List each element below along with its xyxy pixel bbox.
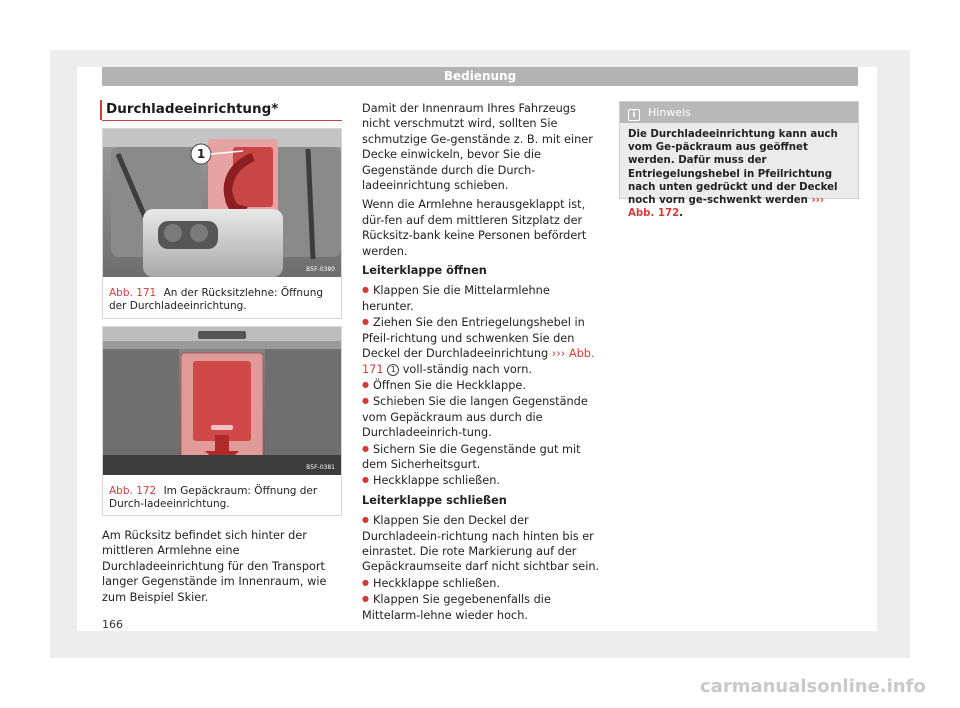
paragraph: Damit der Innenraum Ihres Fahrzeugs nicht verschmutzt wird, sollten Sie schmutzige Ge-genstände z. B. mit einer Decke einwickeln, bevor Sie die Gegenstände durch die Durch-ladeeinrichtung schieben. [362, 102, 593, 193]
figure-caption [109, 485, 337, 511]
note-header [620, 102, 858, 123]
intro-paragraph: Am Rücksitz befindet sich hinter der mittleren Armlehne eine Durchladeeinrichtung für den Transport langer Gegenstände im Innenraum, wie zum Beispiel Skier. [102, 529, 327, 604]
subheading-open: Leiterklappe öffnen [362, 264, 487, 278]
trunk-illustration [103, 327, 341, 475]
figure-caption [109, 287, 337, 313]
title-accent-bar [100, 100, 102, 120]
list-item: ● Ziehen Sie den Entriegelungshebel in Pfeil-richtung und schwenken Sie den Deckel der Durchladeeinrichtung ››› Abb. 171 1 voll-ständig nach vorn. [362, 314, 604, 377]
page-number: 166 [102, 618, 123, 631]
figure-caption-text: An der Rücksitzlehne: Öffnung der Durchladeeinrichtung. [109, 287, 324, 312]
paragraph: Wenn die Armlehne herausgeklappt ist, dür-fen auf dem mittleren Sitzplatz der Rücksitz-bank keine Personen befördert werden. [362, 198, 587, 258]
figure-caption-text: Im Gepäckraum: Öffnung der Durch-ladeeinrichtung. [109, 485, 318, 510]
list-item: ● Sichern Sie die Gegenstände gut mit dem Sicherheitsgurt. [362, 441, 604, 473]
svg-text:B5F-0381: B5F-0381 [306, 464, 335, 471]
figure-label: Abb. 172 [109, 485, 157, 497]
figure-171 [102, 128, 342, 319]
callout-number: 1 [387, 364, 399, 376]
note-title: Hinweis [648, 106, 691, 119]
title-underline [102, 120, 342, 121]
list-item: ● Schieben Sie die langen Gegenstände vom Gepäckraum aus durch die Durchladeeinrich-tung. [362, 393, 604, 440]
note-body: Die Durchladeeinrichtung kann auch vom Ge-päckraum aus geöffnet werden. Dafür muss der Entriegelungshebel in Pfeilrichtung nach unten gedrückt und der Deckel noch vorn ge-schwenkt werden ››› Abb. 172. [628, 129, 838, 220]
note-box [619, 101, 859, 220]
instructions-column [362, 101, 604, 623]
watermark: carmanualsonline.info [700, 676, 926, 697]
info-icon: i [628, 109, 640, 121]
list-item: ● Klappen Sie gegebenenfalls die Mittelarm-lehne wieder hoch. [362, 591, 604, 623]
list-item: ● Klappen Sie die Mittelarmlehne herunter. [362, 282, 604, 314]
list-item: ● Heckklappe schließen. [362, 472, 604, 488]
svg-text:B5F-0380: B5F-0380 [306, 266, 335, 273]
figure-ref-link[interactable]: ››› Abb. 172 [628, 195, 825, 220]
figure-ref-link[interactable]: ››› Abb. 171 [362, 347, 595, 376]
figure-label: Abb. 171 [109, 287, 157, 299]
svg-text:1: 1 [196, 147, 206, 161]
rear-seat-illustration [103, 129, 341, 277]
list-item: ● Heckklappe schließen. [362, 575, 604, 591]
section-header: Bedienung [102, 67, 858, 86]
list-item: ● Klappen Sie den Deckel der Durchladeein-richtung nach hinten bis er einrastet. Die rote Markierung auf der Gepäckraumseite darf nicht sichtbar sein. [362, 512, 604, 575]
page-title: Durchladeeinrichtung* [106, 101, 279, 117]
figure-172 [102, 326, 342, 516]
list-item: ● Öffnen Sie die Heckklappe. [362, 377, 604, 393]
subheading-close: Leiterklappe schließen [362, 493, 507, 507]
